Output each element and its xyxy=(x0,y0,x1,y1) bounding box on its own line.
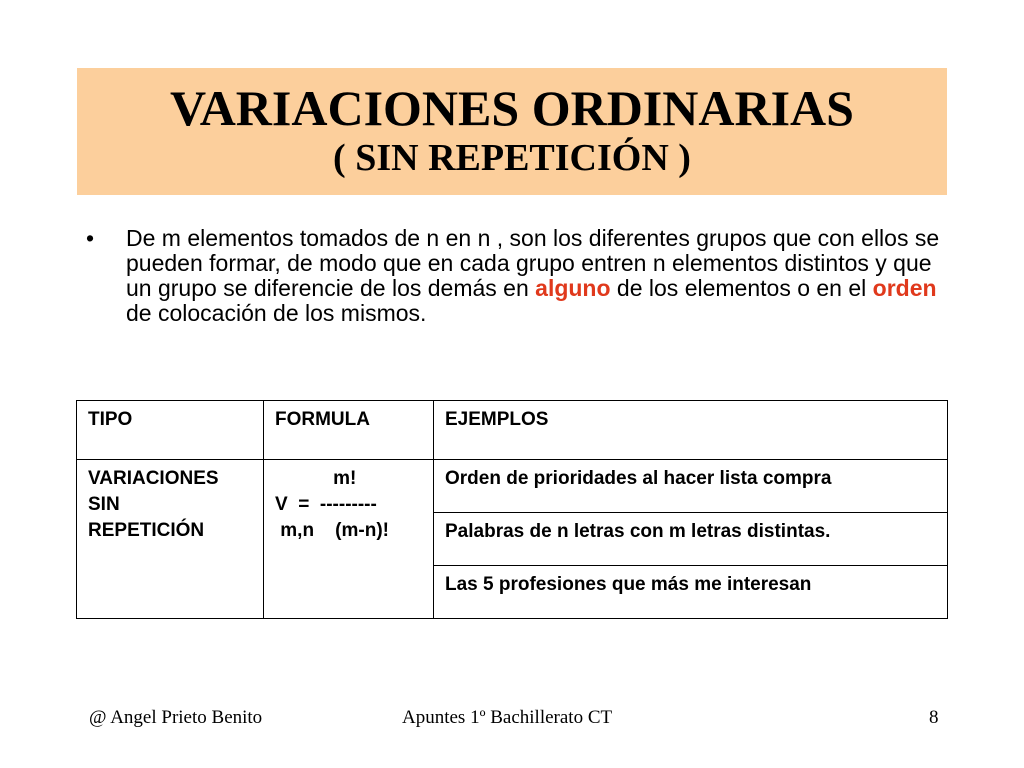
example-cell: Las 5 profesiones que más me interesan xyxy=(434,566,948,619)
highlight-alguno: alguno xyxy=(535,275,611,301)
slide-footer xyxy=(0,707,1024,731)
slide-title: VARIACIONES ORDINARIAS xyxy=(170,80,854,136)
variations-table xyxy=(76,400,948,619)
tipo-cell xyxy=(77,460,264,619)
slide-subtitle: ( SIN REPETICIÓN ) xyxy=(333,137,691,179)
definition-part-3: de colocación de los mismos. xyxy=(126,300,427,326)
header-tipo: TIPO xyxy=(77,401,264,460)
definition-text xyxy=(126,226,946,326)
table-row xyxy=(77,460,948,513)
formula-numerator: m! xyxy=(275,468,357,489)
tipo-line: REPETICIÓN xyxy=(88,520,205,541)
table-header-row xyxy=(77,401,948,460)
header-ejemplos: EJEMPLOS xyxy=(434,401,948,460)
example-cell: Palabras de n letras con m letras distintas. xyxy=(434,513,948,566)
example-cell: Orden de prioridades al hacer lista compra xyxy=(434,460,948,513)
tipo-line: SIN xyxy=(88,494,120,515)
formula-denominator: m,n (m-n)! xyxy=(275,520,389,541)
definition-part-1: De m elementos tomados de n en n , son los diferentes grupos que con ellos se pueden formar, de modo que en cada grupo entren n elementos distintos y que un grupo se diferencie de los demás en xyxy=(126,225,940,301)
header-formula: FORMULA xyxy=(264,401,434,460)
highlight-orden: orden xyxy=(872,275,937,301)
formula-fraction-line: V = --------- xyxy=(275,494,377,515)
footer-course: Apuntes 1º Bachillerato CT xyxy=(402,707,613,728)
formula-cell xyxy=(264,460,434,619)
tipo-line: VARIACIONES xyxy=(88,468,219,489)
title-banner xyxy=(77,68,947,195)
definition-bullet xyxy=(86,226,946,326)
page-number: 8 xyxy=(929,707,939,728)
footer-author: @ Angel Prieto Benito xyxy=(89,707,263,728)
definition-part-2: de los elementos o en el xyxy=(610,275,873,301)
bullet-marker: • xyxy=(86,225,95,251)
